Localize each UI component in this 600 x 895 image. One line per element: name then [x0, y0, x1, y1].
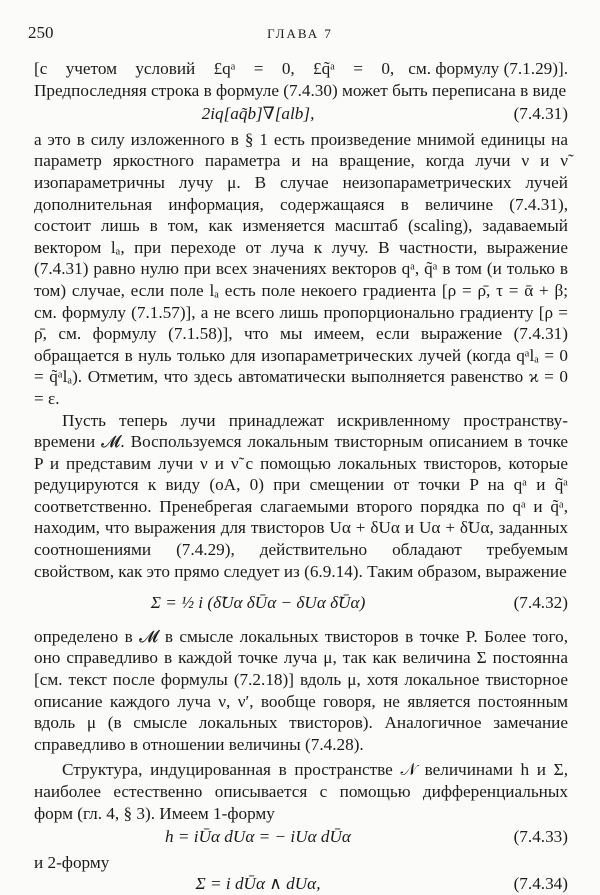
equation-number: (7.4.32) — [513, 593, 568, 613]
running-title: ГЛАВА 7 — [267, 26, 333, 41]
equation-7-4-34 — [34, 873, 568, 895]
condition-text: [с учетом условий £qᵃ = 0, £q̃ᵃ = 0, — [34, 59, 395, 78]
equation-number: (7.4.33) — [513, 827, 568, 847]
equation-formula: 2iq[aq̃b]∇[alb], — [201, 104, 315, 124]
page-header — [28, 22, 572, 46]
paragraph-scaling: а это в силу изложенного в § 1 есть произведение мнимой единицы на параметр яркостного параметра и на вращение, когда лучи ν и ν̃ изопараметричны лучу μ. В случае неизопараметрических лучей дополнительная информация, содержащаяся в величине (7.4.31), состоит лишь в том, как изменяется масштаб (scaling), задаваемый вектором lₐ, при переходе от луча к лучу. В частности, выражение (7.4.31) равно нулю при всех значениях векторов qᵃ, q̃ᵃ в том (и только в том) случае, если поле lₐ есть поле некоего градиента [ρ = ρ̄, τ = ᾱ + β; см. формулу (7.1.57)], а не всего лишь пропорционально градиенту [ρ = ρ̄, см. формулу (7.1.58)], что мы имеем, если выражение (7.4.31) обращается в нуль только для изопараметрических лучей (когда qᵃlₐ = 0 = q̃ᵃlₐ). Отметим, что здесь автоматически выполняется равенство ϰ = 0 = ε. — [34, 129, 568, 408]
paragraph-differential-forms: Структура, индуцированная в пространстве 𝒩 величинами h и Σ, наиболее естественно описывается с помощью дифференциальных форм (гл. 4, § 3). Имеем 1-форму — [34, 760, 568, 823]
equation-7-4-32 — [34, 592, 568, 614]
equation-7-4-31 — [34, 103, 568, 125]
equation-number: (7.4.31) — [513, 104, 568, 124]
equation-formula: Σ = i dŪα ∧ dUα, — [195, 874, 321, 894]
equation-7-4-33 — [34, 826, 568, 848]
equation-formula: Σ = ½ i (δ̃Uα δŪα − δUα δ̃Ūα) — [150, 593, 366, 613]
page-body — [34, 58, 568, 895]
two-form-label: и 2-форму — [34, 852, 110, 872]
paragraph-curved-spacetime: Пусть теперь лучи принадлежат искривленному пространству-времени 𝓜. Воспользуемся локальным твисторным описанием в точке P и представим лучи ν и ν̃ с помощью локальных твисторов, которые редуцируются к виду (oA, 0) при смещении от точки P на qᵃ и q̃ᵃ соответственно. Пренебрегая слагаемыми второго порядка по qᵃ и q̃ᵃ, находим, что выражения для твисторов Uα + δUα и Uα + δ̃Uα, заданных соотношениями (7.4.29), действительно обладают требуемым свойством, как это прямо следует из (6.9.14). Таким образом, выражение — [34, 410, 568, 581]
equation-formula: h = iŪα dUα = − iUα dŪα — [165, 827, 351, 847]
paragraph-lead: Предпоследняя строка в формуле (7.4.30) может быть переписана в виде — [34, 80, 567, 100]
condition-line — [34, 58, 568, 80]
formula-reference: см. формулу (7.1.29)]. — [408, 59, 568, 78]
equation-number: (7.4.34) — [513, 874, 568, 894]
page-number: 250 — [28, 23, 54, 42]
paragraph-local-twistors: определено в 𝓜 в смысле локальных твисторов в точке P. Более того, оно справедливо в каждой точке луча μ, так как величина Σ постоянна [см. текст после формулы (7.2.18)] вдоль μ, хотя локальное твисторное описание каждого луча ν, ν′, вообще говоря, не является постоянным вдоль μ (в смысле локальных твисторов). Аналогичное замечание справедливо в отношении величины (7.4.28). — [34, 626, 568, 754]
